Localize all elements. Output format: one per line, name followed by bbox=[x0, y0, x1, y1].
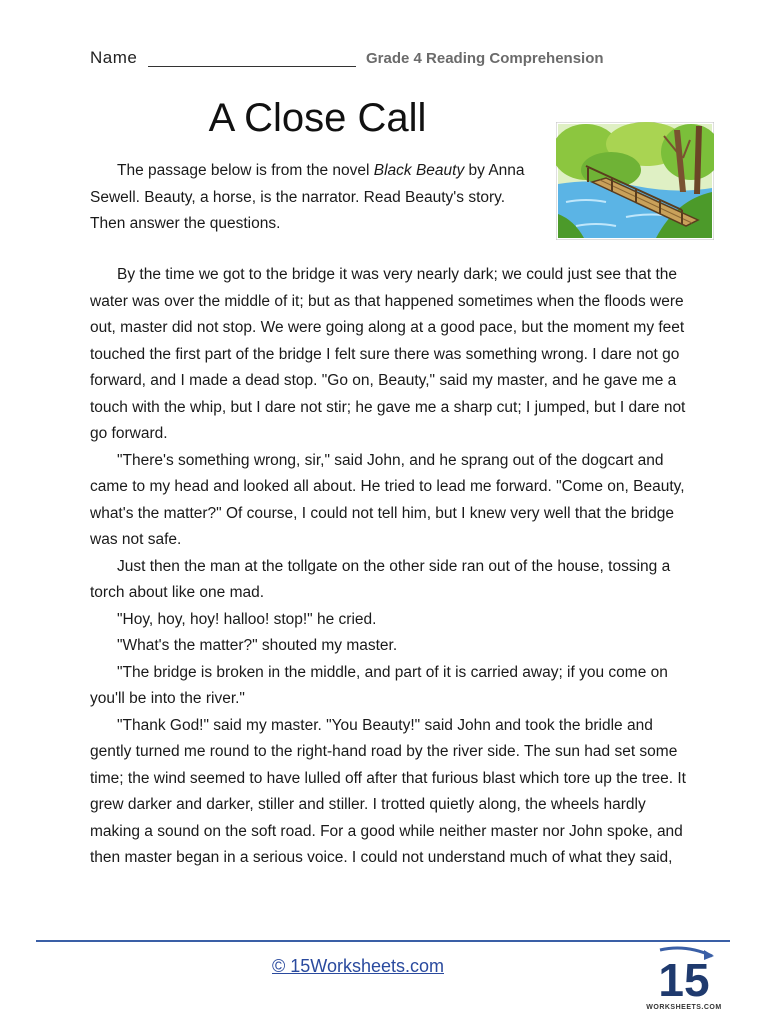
book-title: Black Beauty bbox=[373, 162, 465, 179]
svg-text:WORKSHEETS.COM: WORKSHEETS.COM bbox=[646, 1004, 722, 1011]
passage-paragraph: By the time we got to the bridge it was very nearly dark; we could just see that the water was over the middle of it; but as that happened sometimes when the floods were out, master did not stop. We were going along at a good pace, but the moment my feet touched the first part of the bridge I felt sure there was something wrong. I dare not go forward, and I made a dead stop. "Go on, Beauty," said my master, and he gave me a touch with the whip, but I dare not stir; he gave me a sharp cut; I jumped, but I dare not go forward. bbox=[90, 266, 686, 442]
footer-divider bbox=[36, 940, 730, 942]
passage-paragraph: "Thank God!" said my master. "You Beauty!" said John and took the bridle and gently turned me round to the right-hand road by the river side. The sun had set some time; the wind seemed to have lulled off after that furious blast which tore up the tree. It grew darker and darker, stiller and stiller. I trotted quietly along, the wheels hardly making a sound on the soft road. For a good while neither master nor John spoke, and then master began in a serious voice. I could not understand much of what they said, bbox=[90, 716, 686, 866]
page-title: A Close Call bbox=[208, 96, 427, 140]
svg-text:15: 15 bbox=[658, 954, 710, 1006]
name-write-line bbox=[148, 66, 356, 67]
15worksheets-logo bbox=[646, 946, 722, 1012]
name-label: Name bbox=[90, 48, 138, 67]
passage-paragraph: "What's the matter?" shouted my master. bbox=[117, 637, 398, 654]
intro-paragraph: The passage below is from the novel Black Beauty by Anna Sewell. Beauty, a horse, is the narrator. Read Beauty's story. Then answer the questions. bbox=[90, 162, 525, 232]
bridge-illustration bbox=[556, 122, 714, 240]
passage-paragraph: Just then the man at the tollgate on the other side ran out of the house, tossing a torch about like one mad. bbox=[90, 557, 671, 601]
story-passage bbox=[90, 262, 692, 872]
website-link[interactable]: © 15Worksheets.com bbox=[272, 956, 444, 976]
passage-paragraph: "There's something wrong, sir," said John, and he sprang out of the dogcart and came to my head and looked all about. He tried to lead me forward. "Come on, Beauty, what's the matter?" Of course, I could not tell him, but I knew very well that the bridge was not safe. bbox=[90, 451, 685, 548]
passage-paragraph: "Hoy, hoy, hoy! halloo! stop!" he cried. bbox=[117, 610, 377, 628]
grade-label: Grade 4 Reading Comprehension bbox=[366, 50, 604, 67]
worksheet-header bbox=[90, 44, 670, 74]
passage-paragraph: "The bridge is broken in the middle, and part of it is carried away; if you come on you'll be into the river." bbox=[90, 663, 668, 707]
